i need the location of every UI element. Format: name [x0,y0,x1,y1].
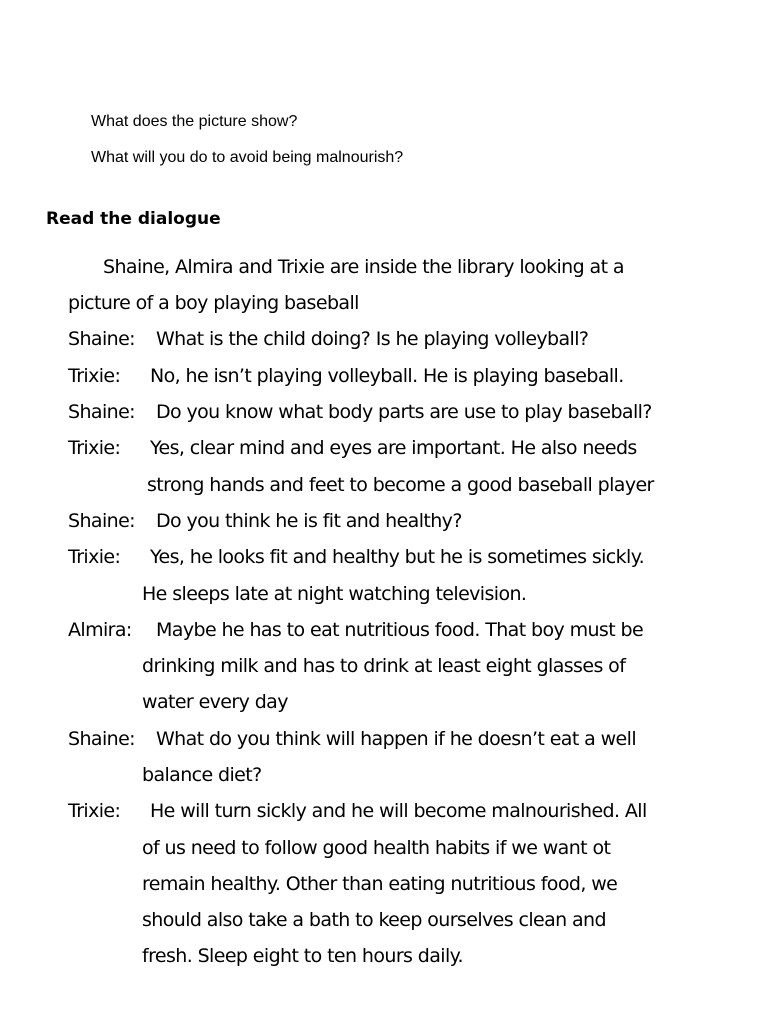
speaker-name: Trixie: [68,437,121,459]
speaker-name: Trixie: [68,546,121,568]
dialogue-continuation: balance diet? [142,764,262,786]
question-1: What does the picture show? [91,113,298,130]
intro-line-1: Shaine, Almira and Trixie are inside the library looking at a [103,256,624,278]
dialogue-text: What is the child doing? Is he playing volleyball? [156,328,589,350]
dialogue-entry [68,328,588,350]
dialogue-entry [68,401,652,423]
dialogue-continuation: should also take a bath to keep ourselves clean and [142,909,606,931]
speaker-name: Shaine: [68,510,135,532]
dialogue-entry [68,619,643,641]
speaker-name: Trixie: [68,800,121,822]
dialogue-continuation: He sleeps late at night watching television. [142,583,527,605]
dialogue-entry [68,365,624,387]
speaker-name: Almira: [68,619,132,641]
dialogue-text: No, he isn’t playing volleyball. He is playing baseball. [150,365,624,387]
dialogue-text: Do you think he is fit and healthy? [156,510,462,532]
dialogue-continuation: water every day [142,691,288,713]
speaker-name: Shaine: [68,328,135,350]
dialogue-entry [68,510,462,532]
dialogue-entry [68,546,644,568]
speaker-name: Trixie: [68,365,121,387]
dialogue-text: Do you know what body parts are use to play baseball? [156,401,652,423]
dialogue-text: What do you think will happen if he doesn’t eat a well [156,728,636,750]
speaker-name: Shaine: [68,401,135,423]
dialogue-continuation: remain healthy. Other than eating nutritious food, we [142,873,618,895]
dialogue-text: He will turn sickly and he will become malnourished. All [150,800,647,822]
dialogue-continuation: fresh. Sleep eight to ten hours daily. [142,945,464,967]
dialogue-text: Yes, clear mind and eyes are important. He also needs [150,437,637,459]
dialogue-continuation: drinking milk and has to drink at least eight glasses of [142,655,626,677]
dialogue-continuation: of us need to follow good health habits if we want ot [142,837,611,859]
dialogue-text: Yes, he looks fit and healthy but he is sometimes sickly. [150,546,645,568]
intro-line-2: picture of a boy playing baseball [68,292,359,314]
dialogue-entry [68,800,647,822]
dialogue-entry [68,728,636,750]
dialogue-entry [68,437,637,459]
dialogue-text: Maybe he has to eat nutritious food. That boy must be [156,619,644,641]
question-2: What will you do to avoid being malnourish? [91,149,404,166]
dialogue-continuation: strong hands and feet to become a good baseball player [147,474,654,496]
speaker-name: Shaine: [68,728,135,750]
section-heading: Read the dialogue [46,209,221,229]
